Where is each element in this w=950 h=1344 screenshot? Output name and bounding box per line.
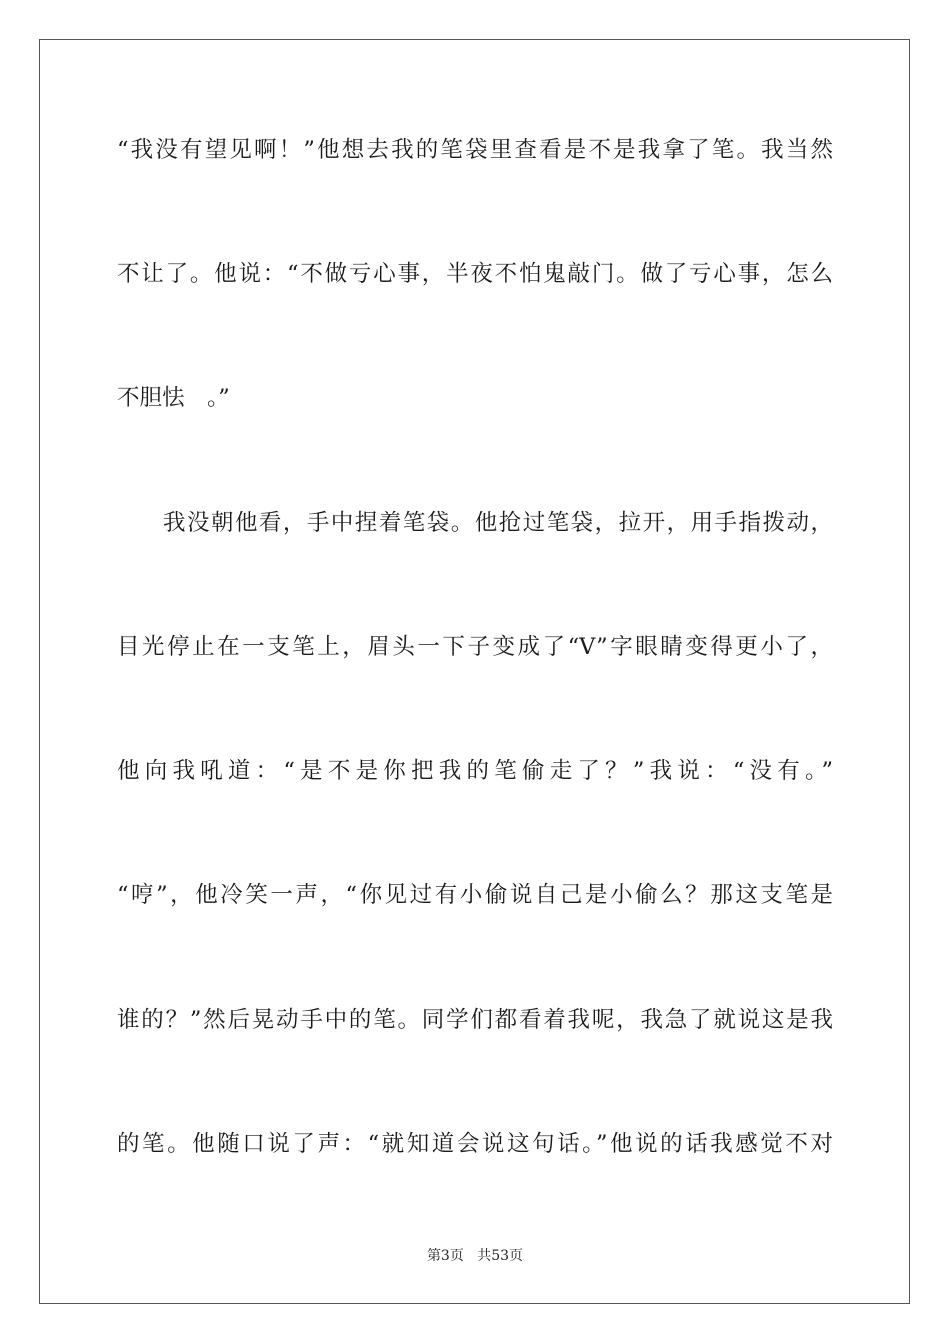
text-line-5: 目光停止在一支笔上，眉头一下子变成了“V”字眼睛变得更小了， xyxy=(117,634,833,660)
text-line-6: 他向我吼道：“是不是你把我的笔偷走了？”我说：“没有。” xyxy=(117,758,833,784)
text-line-7: “哼”，他冷笑一声，“你见过有小偷说自己是小偷么？那这支笔是 xyxy=(117,882,833,908)
total-pages: 共53页 xyxy=(477,1248,524,1264)
text-line-8: 谁的？”然后晃动手中的笔。同学们都看着我呢，我急了就说这是我 xyxy=(117,1007,833,1033)
text-line-3: 不胆怯 。” xyxy=(117,385,230,411)
page-footer xyxy=(0,1246,950,1266)
page-number: 第3页 xyxy=(426,1248,464,1264)
page-border xyxy=(39,39,910,1304)
text-line-4: 我没朝他看，手中捏着笔袋。他抢过笔袋，拉开，用手指拨动， xyxy=(163,510,833,536)
text-line-2: 不让了。他说：“不做亏心事，半夜不怕鬼敲门。做了亏心事，怎么 xyxy=(117,261,833,287)
text-line-1: “我没有望见啊！”他想去我的笔袋里查看是不是我拿了笔。我当然 xyxy=(117,137,833,163)
text-line-9: 的笔。他随口说了声：“就知道会说这句话。”他说的话我感觉不对 xyxy=(117,1131,833,1157)
